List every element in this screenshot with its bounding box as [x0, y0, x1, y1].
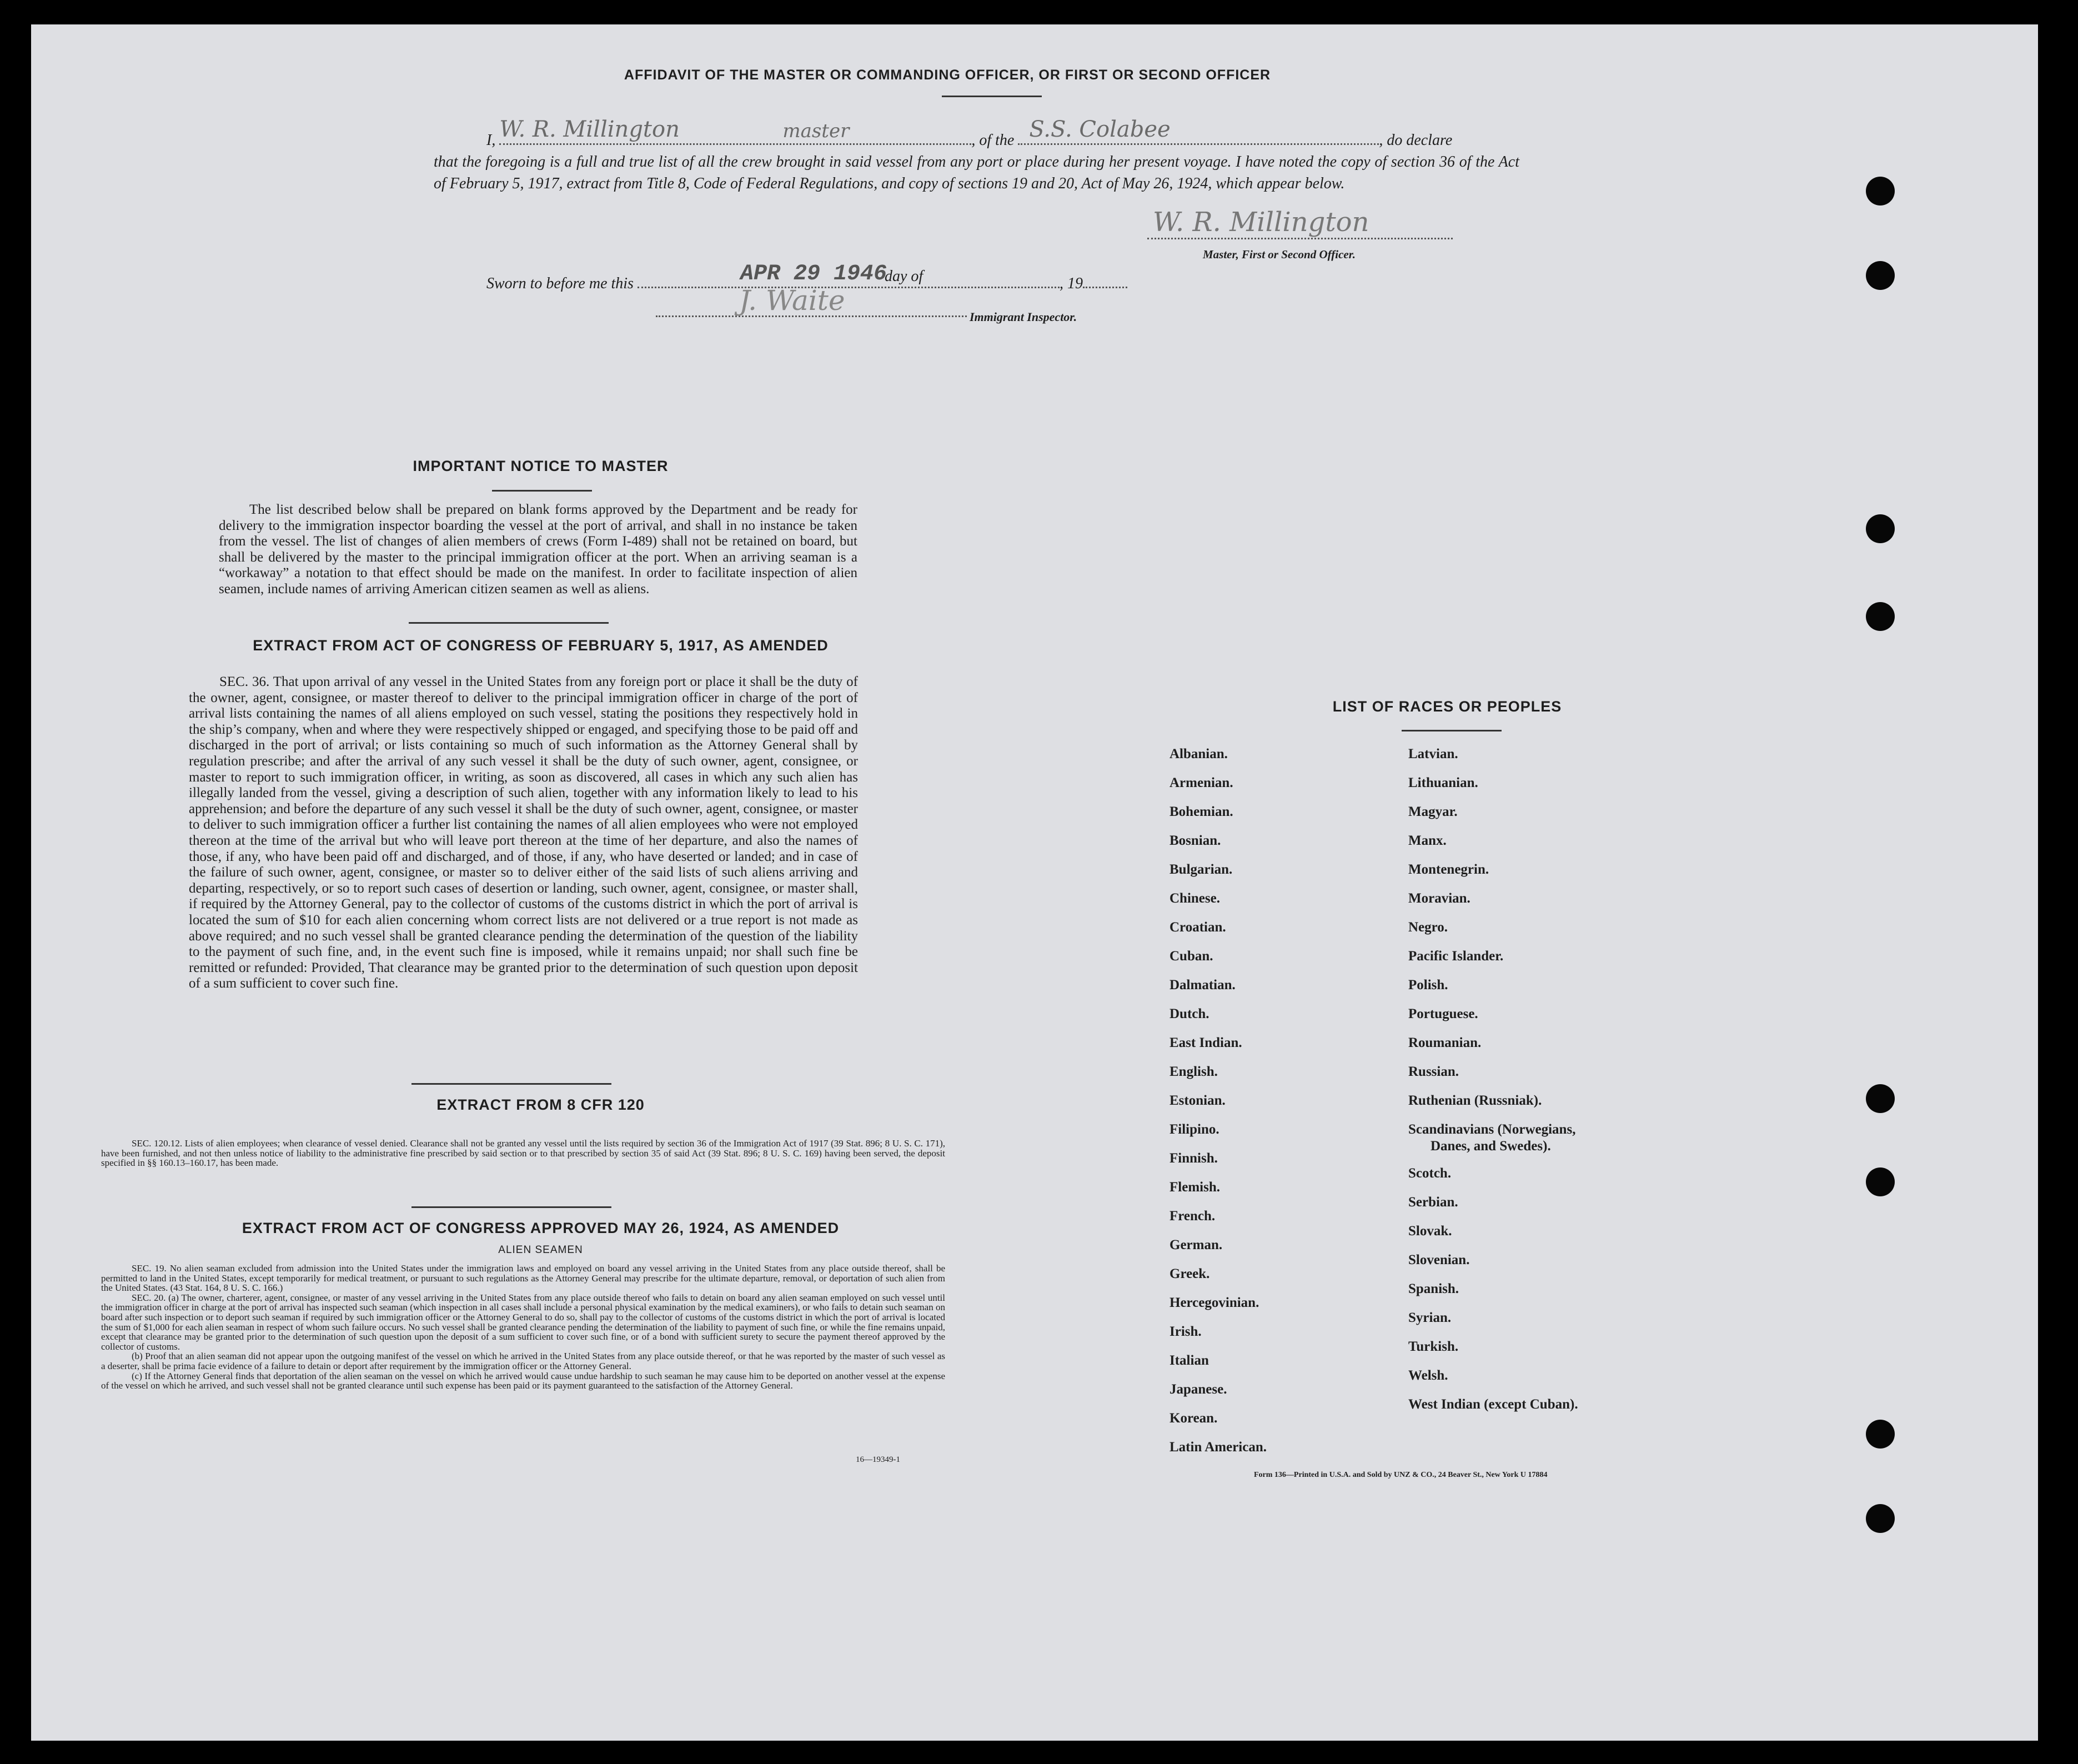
extract-cfr-rule — [411, 1206, 611, 1208]
race-item: Serbian. — [1408, 1195, 1458, 1210]
extract-cfr-body: SEC. 120.12. Lists of alien employees; when clearance of vessel denied. Clearance shall not be granted any vessel until the lists required by section 36 of the Immigration Act of 1917 (39 Stat. 896; 8 U. S. C. 171), have been furnished, and not then unless notice of liability to the administrative fine prescribed by said section or to that prescribed by section 35 of said Act (39 Stat. 896; 8 U. S. C. 169) having been served, the deposit specified in §§ 160.13–160.17, has been made. — [101, 1138, 945, 1169]
inspector-signature: J. Waite — [739, 284, 845, 317]
races-title-rule — [1402, 730, 1502, 731]
extract-1917-rule — [411, 1083, 611, 1085]
race-item: Syrian. — [1408, 1310, 1452, 1325]
extract-1924-title: EXTRACT FROM ACT OF CONGRESS APPROVED MAY 26, 1924, AS AMENDED — [242, 1220, 840, 1236]
of-the-label: , of the — [971, 132, 1015, 149]
race-item: Croatian. — [1169, 920, 1226, 935]
date-stamp: APR 29 1946 — [740, 262, 887, 287]
notice-rule — [409, 622, 609, 624]
race-item: Lithuanian. — [1408, 775, 1478, 790]
race-item: Dutch. — [1169, 1006, 1209, 1021]
race-item: Montenegrin. — [1408, 862, 1489, 877]
affidavit-title: AFFIDAVIT OF THE MASTER OR COMMANDING OFFICER, OR FIRST OR SECOND OFFICER — [624, 67, 1271, 83]
race-item: Japanese. — [1169, 1382, 1227, 1397]
race-item: Chinese. — [1169, 891, 1220, 906]
notice-body: The list described below shall be prepared on blank forms approved by the Department and be ready for delivery to the immigration inspector boarding the vessel at the port of arrival, and shall in no instance be taken from the vessel. The list of changes of alien members of crews (Form I-489) shall not be retained on board, but shall be delivered by the master to the principal immigration officer at the port. When an arriving seaman is a “workaway” a notation to that effect should be made on the manifest. In order to facilitate inspection of alien seamen, include names of arriving American citizen seamen as well as aliens. — [219, 502, 857, 597]
master-signature: W. R. Millington — [1153, 207, 1369, 238]
races-left-column — [1169, 740, 1392, 1462]
race-item: Bulgarian. — [1169, 862, 1233, 877]
inspector-signature-line — [656, 284, 967, 317]
race-item: English. — [1169, 1064, 1218, 1079]
race-item: Scotch. — [1408, 1166, 1452, 1181]
affidavit-intro-line — [486, 117, 1530, 149]
race-item: Turkish. — [1408, 1339, 1459, 1354]
binder-hole — [1866, 514, 1895, 543]
sec-19-paragraph: SEC. 19. No alien seaman excluded from admission into the United States under the immigration laws and employed on board any vessel arriving in the United States from any place outside thereof, shall be permitted to land in the United States, except temporarily for medical treatment, or pursuant to such regulations as the Attorney General may prescribe for the ultimate departure, removal, or deportation of such alien from the United States. (43 Stat. 164, 8 U. S. C. 166.) — [101, 1263, 945, 1294]
form-code: 16—19349-1 — [856, 1455, 900, 1464]
race-item: Korean. — [1169, 1411, 1218, 1426]
race-item: Slovenian. — [1408, 1252, 1470, 1267]
race-item: Russian. — [1408, 1064, 1459, 1079]
race-item: Bosnian. — [1169, 833, 1221, 848]
race-item: Hercegovinian. — [1169, 1295, 1259, 1310]
sec-20a-paragraph: SEC. 20. (a) The owner, charterer, agent, consignee, or master of any vessel arriving in the United States from any place outside thereof who fails to detain on board any alien seaman employed on such vessel until the immigration officer in charge at the port of arrival has inspected such seaman (which inspection in all cases shall include a personal physical examination by the medical examiners), or who fails to detain such seaman on board after such inspection or to deport such seaman if required by such immigration officer or the Attorney General to do so, shall pay to the collector of customs of the customs district in which the port of arrival is located the sum of $1,000 for each alien seaman in respect of whom such failure occurs. No such vessel shall be granted clearance pending the determination of the liability to payment of such fine, or while the fine remains unpaid, except that clearance may be granted prior to the determination of such question upon the deposit of a sum sufficient to cover such fine, or of a bond with sufficient surety to secure the payment thereof approved by the collector of customs. — [101, 1292, 945, 1352]
master-name-handwritten: W. R. Millington — [499, 117, 680, 142]
binder-hole — [1866, 602, 1895, 631]
extract-1917-body: SEC. 36. That upon arrival of any vessel in the United States from any foreign port or place it shall be the duty of the owner, agent, consignee, or master thereof to deliver to the principal immigration officer in charge of the port of arrival lists containing the names of all aliens employed on such vessel, stating the positions they respectively hold in the ship’s company, when and where they were respectively shipped or engaged, and specifying those to be paid off and discharged in the port of arrival; or lists containing so much of such information as the Attorney General shall by regulation prescribe; and after the arrival of any such vessel it shall be the duty of such owner, agent, consignee, or master to report to such immigration officer, in writing, as soon as discovered, all cases in which any such alien has illegally landed from the vessel, giving a description of such alien, together with any information likely to lead to his apprehension; and before the departure of any such vessel it shall be the duty of such owner, agent, consignee, or master to deliver to such immigration officer a further list containing the names of all alien employees who were not employed thereon at the time of the arrival but who will leave port thereon at the time of her departure, and also the names of those, if any, who have been paid off and discharged, and of those, if any, who have deserted or landed; and in case of the failure of such owner, agent, consignee, or master so to deliver either of the said lists of such aliens arriving and departing, respectively, or so to report such cases of desertion or landing, such owner, agent, consignee, or master shall, if required by the Attorney General, pay to the collector of customs of the customs district in which the port of arrival is located the sum of $10 for each alien concerning whom correct lists are not delivered or a true report is not made as above required; and no such vessel shall be granted clearance pending the determination of the question of the liability to the payment of such fine, and, in the event such fine is imposed, while it remains unpaid; nor shall such fine be remitted or refunded: Provided, That clearance may be granted prior to the determination of such question upon deposit of a sum sufficient to cover such fine. — [189, 674, 858, 991]
race-item: Moravian. — [1408, 891, 1470, 906]
master-name-field — [499, 117, 971, 145]
affidavit-title-rule — [942, 96, 1042, 97]
race-item: Irish. — [1169, 1324, 1202, 1339]
race-item: Welsh. — [1408, 1368, 1448, 1383]
binder-hole — [1866, 1420, 1895, 1449]
race-item: Magyar. — [1408, 804, 1458, 819]
races-right-column — [1408, 740, 1697, 1419]
races-title: LIST OF RACES OR PEOPLES — [1332, 698, 1562, 715]
race-item: Flemish. — [1169, 1180, 1220, 1195]
year-field — [1083, 287, 1127, 288]
race-item: Finnish. — [1169, 1151, 1218, 1166]
vessel-name-handwritten: S.S. Colabee — [1029, 117, 1171, 142]
race-item: French. — [1169, 1209, 1216, 1224]
master-signature-line — [1147, 207, 1453, 239]
extract-cfr-title: EXTRACT FROM 8 CFR 120 — [436, 1096, 645, 1113]
document-page — [31, 24, 2038, 1741]
race-item: German. — [1169, 1237, 1223, 1252]
sworn-line: Sworn to before me this APR 29 1946 day of , 19 — [486, 269, 1127, 293]
race-item: Scandinavians (Norwegians, — [1408, 1122, 1576, 1137]
race-item: Portuguese. — [1408, 1006, 1478, 1021]
race-item: East Indian. — [1169, 1035, 1242, 1050]
race-item-scandinavians — [1408, 1115, 1697, 1155]
race-item: Latvian. — [1408, 746, 1458, 761]
affidavit-body: that the foregoing is a full and true list of all the crew brought in said vessel from any port or place during her present voyage. I have noted the copy of section 36 of the Act of February 5, 1917, extract from Title 8, Code of Federal Regulations, and copy of sections 19 and 20, Act of May 26, 1924, which appear below. — [434, 153, 1519, 192]
binder-hole — [1866, 1084, 1895, 1113]
race-item: West Indian (except Cuban). — [1408, 1397, 1578, 1412]
race-item: Ruthenian (Russniak). — [1408, 1093, 1542, 1108]
sec-20c-paragraph: (c) If the Attorney General finds that deportation of the alien seaman on the vessel on which he arrived would cause undue hardship to such seaman he may cause him to be deported on another vessel at the expense of the vessel on which he arrived, and such vessel shall not be granted clearance until such expense has been paid or its payment guaranteed to the satisfaction of the Attorney General. — [101, 1370, 945, 1391]
binder-hole — [1866, 261, 1895, 290]
day-of-label: day of — [884, 268, 923, 285]
binder-hole — [1866, 1504, 1895, 1533]
master-signature-caption: Master, First or Second Officer. — [1203, 248, 1356, 261]
race-item: Filipino. — [1169, 1122, 1219, 1137]
race-item: Cuban. — [1169, 949, 1213, 964]
binder-hole — [1866, 177, 1895, 206]
race-item: Roumanian. — [1408, 1035, 1482, 1050]
race-item: Slovak. — [1408, 1224, 1452, 1239]
do-declare-label: , do declare — [1379, 132, 1453, 149]
notice-title-rule — [492, 490, 592, 492]
notice-title: IMPORTANT NOTICE TO MASTER — [413, 458, 669, 474]
race-item: Albanian. — [1169, 746, 1228, 761]
i-label: I, — [486, 132, 496, 149]
extract-1917-title: EXTRACT FROM ACT OF CONGRESS OF FEBRUARY 5, 1917, AS AMENDED — [253, 637, 829, 654]
race-item: Manx. — [1408, 833, 1447, 848]
race-item: Pacific Islander. — [1408, 949, 1504, 964]
race-item: Polish. — [1408, 978, 1448, 993]
race-item: Armenian. — [1169, 775, 1233, 790]
vessel-name-field — [1018, 117, 1379, 145]
extract-1924-subtitle: ALIEN SEAMEN — [498, 1244, 583, 1256]
race-item: Bohemian. — [1169, 804, 1233, 819]
inspector-caption: Immigrant Inspector. — [970, 310, 1077, 324]
year-prefix: 19 — [1067, 275, 1083, 292]
race-item: Latin American. — [1169, 1440, 1267, 1455]
race-item: Negro. — [1408, 920, 1448, 935]
sec-20b-paragraph: (b) Proof that an alien seaman did not appear upon the outgoing manifest of the vessel on which he arrived in the United States from any place outside thereof, or that he was reported by the master of such vessel as a deserter, shall be prima facie evidence of a failure to detain or deport after requirement by the immigration officer or the Attorney General. — [101, 1351, 945, 1371]
race-item: Danes, and Swedes). — [1430, 1139, 1551, 1154]
binder-hole — [1866, 1167, 1895, 1196]
race-item: Dalmatian. — [1169, 978, 1236, 993]
sworn-label: Sworn to before me this — [486, 275, 634, 292]
race-item: Italian — [1169, 1353, 1209, 1368]
race-item: Spanish. — [1408, 1281, 1459, 1296]
race-item: Greek. — [1169, 1266, 1210, 1281]
master-role-handwritten: master — [782, 120, 850, 142]
printer-note: Form 136—Printed in U.S.A. and Sold by UNZ & CO., 24 Beaver St., New York U 17884 — [1254, 1471, 1548, 1479]
race-item: Estonian. — [1169, 1093, 1226, 1108]
extract-1924-body — [101, 1264, 945, 1391]
